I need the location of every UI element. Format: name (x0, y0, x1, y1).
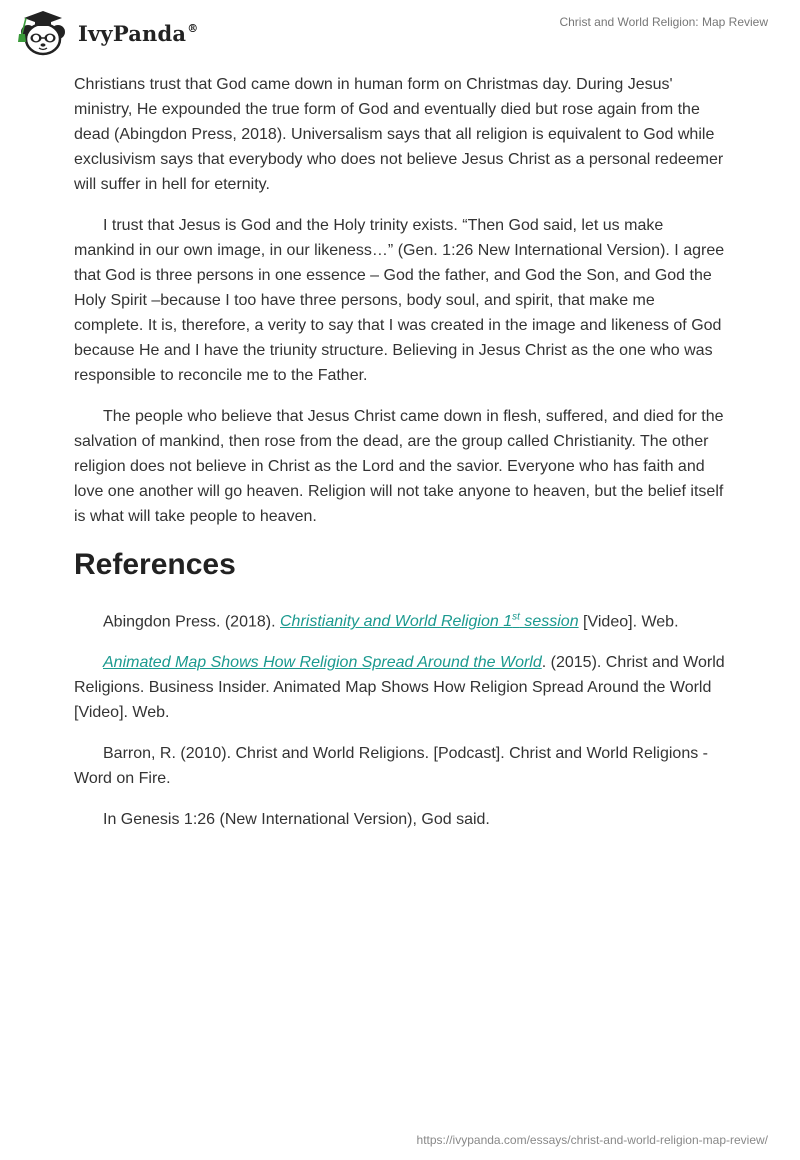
page-header (0, 0, 800, 64)
body-paragraph-3: The people who believe that Jesus Christ came down in flesh, suffered, and died for the salvation of mankind, then rose from the dead, are the group called Christianity. The other religion does not believe in Christ as the Lord and the savior. Everyone who has faith and love one another will go heaven. Religion will not take anyone to heaven, but the belief itself is what will take people to heaven. (74, 408, 724, 525)
reference-item: Animated Map Shows How Religion Spread Around the World. (2015). Christ and World Religions. Business Insider. Animated Map Shows How Religion Spread Around the World [Video]. Web. (74, 654, 725, 722)
body-paragraph-2: I trust that Jesus is God and the Holy trinity exists. “Then God said, let us make mankind in our own image, in our likeness…” (Gen. 1:26 New International Version). I agree that God is three persons in one essence – God the father, and God the Son, and God the Holy Spirit –because I too have three persons, body soul, and spirit, that make me complete. It is, therefore, a verity to say that I was created in the image and likeness of God because He and I have the triunity structure. Believing in Jesus Christ as the one who was responsible to reconcile me to the Father. (74, 217, 725, 384)
brand-name: IvyPanda® (78, 20, 199, 46)
reference-item: Abingdon Press. (2018). Christianity and World Religion 1st session [Video]. Web. (103, 612, 679, 631)
panda-graduate-icon (14, 8, 72, 56)
ivypanda-logo[interactable] (14, 8, 198, 56)
reference-item: Barron, R. (2010). Christ and World Religions. [Podcast]. Christ and World Religions - Word on Fire. (74, 745, 708, 788)
reference-item: In Genesis 1:26 (New International Version), God said. (103, 811, 490, 829)
reference-link-animated-map[interactable]: Animated Map Shows How Religion Spread Around the World (103, 654, 542, 672)
document-title: Christ and World Religion: Map Review (559, 15, 768, 29)
body-paragraph-1: Christians trust that God came down in human form on Christmas day. During Jesus' ministry, He expounded the true form of God and eventually died but rose again from the dead (Abingdon Press, 2018). Universalism says that all religion is equivalent to God while exclusivism says that everybody who does not believe Jesus Christ as a personal redeemer will suffer in hell for eternity. (74, 76, 724, 193)
reference-link-christianity-world-religion[interactable]: Christianity and World Religion 1st session (280, 612, 579, 631)
essay-content (74, 72, 726, 848)
references-heading: References (74, 548, 236, 581)
source-url[interactable]: https://ivypanda.com/essays/christ-and-world-religion-map-review/ (416, 1133, 768, 1147)
registered-mark: ® (187, 21, 199, 35)
